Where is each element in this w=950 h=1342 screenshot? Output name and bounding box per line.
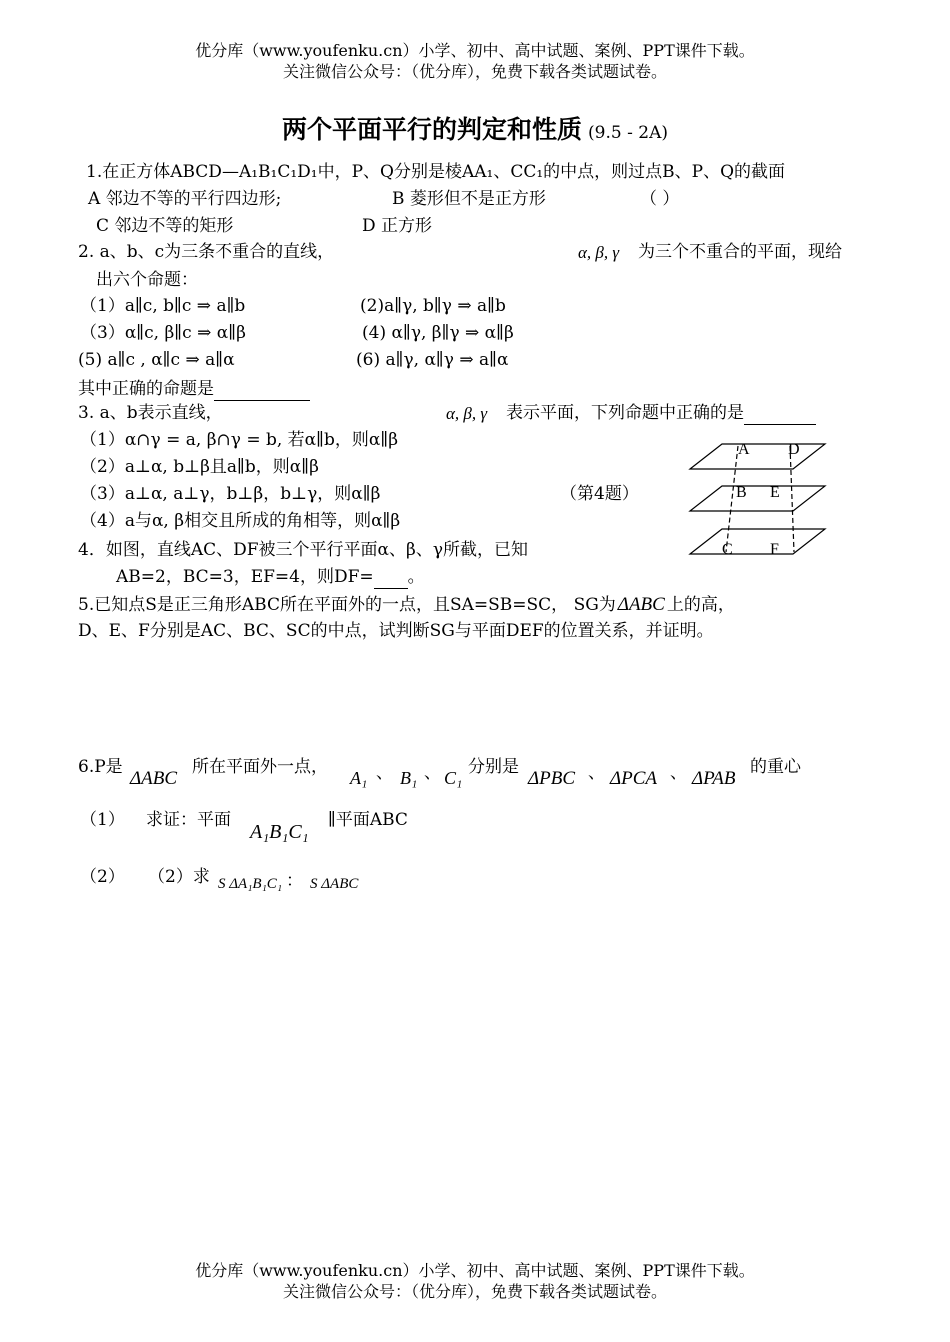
q6-sub-1-text: 求证：平面 xyxy=(146,810,231,830)
q2-prop-5: (5) a∥c , α∥c ⇒ a∥α xyxy=(78,350,235,370)
q5-line-2: D、E、F分别是AC、BC、SC的中点，试判断SG与平面DEF的位置关系，并证明。 xyxy=(78,621,714,641)
q5-line-1b: 上的高， xyxy=(666,595,735,615)
q4-line-2 xyxy=(116,568,425,589)
q6-sep-2: 、 xyxy=(424,763,441,783)
q4-line-1: 4．如图，直线AC、DF被三个平行平面α、β、γ所截，已知 xyxy=(78,540,528,560)
q2-prop-1: （1）a∥c, b∥c ⇒ a∥b xyxy=(80,296,246,316)
q2-stem-3: 出六个命题： xyxy=(96,270,198,290)
q6-sub-1-number: （1） xyxy=(80,810,125,830)
q6-tri-abc: ΔABC xyxy=(130,768,178,789)
q6-area-a1b1c1: S ΔA₁B₁C₁ xyxy=(218,876,283,892)
label-b: B xyxy=(736,484,747,501)
q6-sub-2-text: （2）求 xyxy=(148,867,210,887)
title-tag: (9.5 - 2A) xyxy=(588,123,668,143)
q1-answer-paren: （ ） xyxy=(640,189,680,209)
q6-end: 的重心 xyxy=(750,757,801,777)
q6-c1: C₁ xyxy=(444,768,463,788)
q4-line-2-text: AB=2，BC=3，EF=4，则DF= xyxy=(116,567,374,587)
figure-caption: （第4题） xyxy=(560,484,639,504)
q3-option-1: （1）α∩γ = a, β∩γ = b, 若α∥b，则α∥β xyxy=(80,430,399,450)
q6-sub-2-number: （2） xyxy=(80,867,125,887)
q6-tri-pab: ΔPAB xyxy=(692,768,736,789)
q3-stem-2: 表示平面，下列命题中正确的是 xyxy=(506,403,744,423)
q2-stem-2: 为三个不重合的平面，现给 xyxy=(638,242,842,262)
q2-prop-3: （3）α∥c, β∥c ⇒ α∥β xyxy=(80,323,246,343)
label-d: D xyxy=(788,441,800,458)
q6-lead: 6.P是 xyxy=(78,757,123,777)
q3-option-3: （3）a⊥α, a⊥γ，b⊥β，b⊥γ，则α∥β xyxy=(80,484,381,504)
q6-colon: ： xyxy=(286,871,303,891)
q6-sub-1-end: ∥平面ABC xyxy=(328,810,408,830)
q4-line-2-end: 。 xyxy=(407,567,425,587)
q6-tri-pbc: ΔPBC xyxy=(528,768,576,789)
q3-option-4: （4）a与α, β相交且所成的角相等，则α∥β xyxy=(80,511,401,531)
q2-stem: 2. a、b、c为三条不重合的直线， xyxy=(78,242,335,262)
q1-option-d: D 正方形 xyxy=(362,216,433,236)
q6-sep-3: 、 xyxy=(588,763,605,783)
q6-area-abc: S ΔABC xyxy=(310,876,359,892)
q6-mid: 所在平面外一点， xyxy=(192,757,328,777)
q4-answer-blank[interactable] xyxy=(374,568,408,589)
q2-answer-label: 其中正确的命题是 xyxy=(78,379,214,399)
label-e: E xyxy=(770,484,780,501)
q3-stem: 3. a、b表示直线， xyxy=(78,403,223,423)
q1-option-a: A 邻边不等的平行四边形; xyxy=(88,189,282,209)
title-text: 两个平面平行的判定和性质 xyxy=(282,115,583,144)
q6-b1: B₁ xyxy=(400,768,418,788)
footer-line-2: 关注微信公众号：（优分库），免费下载各类试题试卷。 xyxy=(282,1282,667,1301)
page-title xyxy=(0,116,950,145)
plane-gamma xyxy=(690,529,825,554)
q2-answer-line xyxy=(78,380,310,401)
q3-greek: α, β, γ xyxy=(446,404,488,423)
q5-triangle: ΔABC xyxy=(617,594,665,615)
footer-line-1: 优分库（www.youfenku.cn）小学、初中、高中试题、案例、PPT课件下载。 xyxy=(195,1261,755,1280)
q2-prop-6: (6) a∥γ, α∥γ ⇒ a∥α xyxy=(356,350,509,370)
q6-sep-4: 、 xyxy=(670,763,687,783)
q3-option-2: （2）a⊥α, b⊥β且a∥b，则α∥β xyxy=(80,457,319,477)
q1-option-b: B 菱形但不是正方形 xyxy=(392,189,546,209)
label-c: C xyxy=(722,541,733,558)
q1-stem: 1.在正方体ABCD—A₁B₁C₁D₁中，P、Q分别是棱AA₁、CC₁的中点，则过点B、P、Q的截面 xyxy=(86,162,786,182)
parallel-planes-figure xyxy=(686,436,830,564)
q6-a1: A₁ xyxy=(350,768,368,788)
label-a: A xyxy=(738,441,750,458)
q3-answer-blank[interactable] xyxy=(744,404,816,425)
q3-stem-2-line xyxy=(506,404,816,425)
q2-answer-blank[interactable] xyxy=(214,380,310,401)
q2-prop-4: (4) α∥γ, β∥γ ⇒ α∥β xyxy=(362,323,514,343)
q1-option-c: C 邻边不等的矩形 xyxy=(96,216,234,236)
q2-greek: α, β, γ xyxy=(578,243,620,262)
header-line-1: 优分库（www.youfenku.cn）小学、初中、高中试题、案例、PPT课件下载。 xyxy=(195,41,755,60)
q2-prop-2: (2)a∥γ, b∥γ ⇒ a∥b xyxy=(360,296,506,316)
q6-mid-2: 分别是 xyxy=(468,757,519,777)
plane-beta xyxy=(690,486,825,511)
label-f: F xyxy=(770,541,779,558)
q5-line-1 xyxy=(78,594,735,616)
q6-sub-1-plane: A₁B₁C₁ xyxy=(250,821,309,843)
line-df xyxy=(790,446,794,552)
q6-sep-1: 、 xyxy=(376,763,393,783)
q6-tri-pca: ΔPCA xyxy=(610,768,658,789)
header-line-2: 关注微信公众号：（优分库），免费下载各类试题试卷。 xyxy=(282,62,667,81)
plane-alpha xyxy=(690,444,825,469)
q5-line-1a: 5.已知点S是正三角形ABC所在平面外的一点，且SA=SB=SC， SG为 xyxy=(78,595,616,615)
